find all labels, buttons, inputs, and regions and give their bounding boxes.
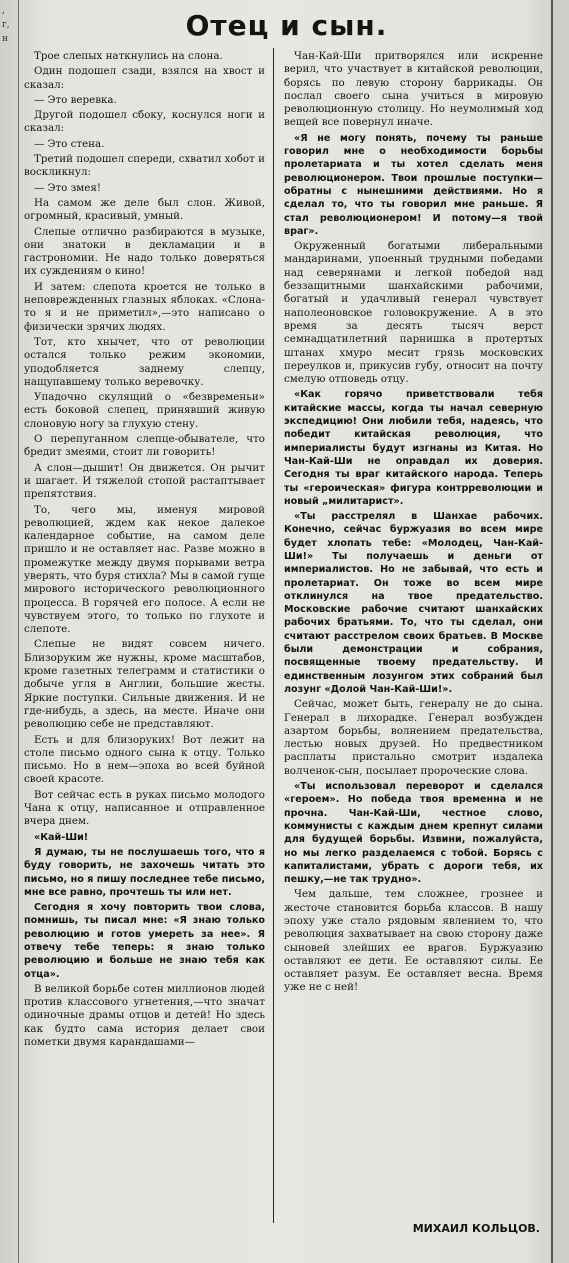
- paragraph: Другой подошел сбоку, коснулся ноги и сказал:: [24, 109, 265, 135]
- paragraph: Слепые не видят совсем ничего. Близоруким же нужны, кроме масштабов, кроме газетных телеграмм и статистики о добыче угля в Англии, большие жесты. Яркие поступки. Сильные движения. И не где-нибудь, а здесь, на месте. Иначе они революцию себе не представляют.: [24, 638, 265, 731]
- paragraph: А слон—дышит! Он движется. Он рычит и шагает. И тяжелой стопой растаптывает препятствия.: [24, 461, 265, 501]
- column-divider: [273, 48, 274, 1223]
- paragraph: Сейчас, может быть, генералу не до сына. Генерал в лихорадке. Генерал возбужден азартом борьбы, волнением предательства, лестью новых друзей. Но предвестником расплаты пристально смотрит издалека волченок-сын, посылает пророческие слова.: [284, 698, 543, 777]
- paragraph: Я думаю, ты не послушаешь того, что я буду говорить, не захочешь читать это письмо, но я пишу последнее тебе письмо, мне все равно, прочтешь ты или нет.: [24, 846, 265, 898]
- paragraph: О перепуганном слепце-обывателе, что бредит змеями, стоит ли говорить!: [24, 433, 265, 459]
- paragraph: Тот, кто хнычет, что от революции остался только режим экономии, уподобляется заднему слепцу, нащупавшему только веревочку.: [24, 335, 265, 388]
- paragraph: Упадочно скулящий о «безвременьи» есть боковой слепец, принявший живую слоновую ногу за глухую стену.: [24, 391, 265, 430]
- paragraph: «Как горячо приветствовали тебя китайские массы, когда ты начал северную экспедицию! Они любили тебя, надеясь, что победит китайская революция, что империалисты будут изгнаны из Китая. Но Чан-Кай-Ши не оправдал их доверия. Сегодня ты враг китайского народа. Теперь ты «героическая» фигура контрреволюции и новый „милитарист».: [284, 389, 543, 507]
- paragraph: Окруженный богатыми либеральными мандаринами, упоенный трудными победами над северянами и легкой победой над беззащитными шанхайскими рабочими, богатый и удачливый генерал чувствует наполеоновское головокружение. А в это время за десять тысяч верст семнадцатилетний парнишка в протертых штанах хмуро месит грязь московских переулков и, прикусив губу, относит на почту смелую отповедь отцу.: [284, 240, 543, 386]
- paragraph: — Это змея!: [34, 181, 101, 194]
- paragraph: Вот сейчас есть в руках письмо молодого Чана к отцу, написанное и отправленное вчера днем.: [24, 788, 265, 828]
- right-page-edge: [551, 0, 569, 1263]
- paragraph: Один подошел сзади, взялся на хвост и сказал:: [24, 65, 265, 91]
- paragraph: На самом же деле был слон. Живой, огромный, красивый, умный.: [24, 196, 265, 223]
- left-page-edge-fragment: , г, н: [0, 0, 19, 1263]
- paragraph: — Это стена.: [34, 137, 105, 150]
- paragraph: «Ты расстрелял в Шанхае рабочих. Конечно, сейчас буржуазия во всем мире будет хлопать тебе: «Молодец, Чан-Кай-Ши!» Ты получаешь и деньги от империалистов. Но не забывай, что есть и пролетариат. Он тоже во всем мире отклинулся на твое предательство. Московские рабочие считают шанхайских рабочих братьями. То, что ты сделал, они считают расстрелом своих братьев. В Москве были демонстрации и собрания, посвященные твоему предательству. И единственным лозунгом этих собраний был лозунг «Долой Чан-Кай-Ши!».: [284, 511, 543, 695]
- right-column: [284, 50, 543, 1255]
- paragraph: Чем дальше, тем сложнее, грознее и жесточе становится борьба классов. В нашу эпоху уже стало рядовым явлением то, что революция захватывает на свою сторону даже сыновей злейших ее врагов. Буржуазию оставляют ее дети. Ее оставляют силы. Ее оставляет разум. Ее оставляет весна. Время уже не с ней!: [284, 888, 543, 994]
- paragraph: Слепые отлично разбираются в музыке, они знатоки в декламации и в гастрономии. Не надо только доверяться их суждениям о кино!: [24, 225, 265, 278]
- paragraph: Третий подошел спереди, схватил хобот и воскликнул:: [24, 153, 265, 179]
- paragraph: Трое слепых наткнулись на слона.: [34, 50, 223, 62]
- paragraph: И затем: слепота кроется не только в неповрежденных глазных яблоках. «Слона-то я и не приметил»,—это написано о физически зрячих людях.: [24, 280, 265, 333]
- paragraph: — Это веревка.: [34, 93, 117, 106]
- author-signature: МИХАИЛ КОЛЬЦОВ.: [412, 1222, 540, 1235]
- left-column: [24, 50, 265, 1235]
- paragraph: «Ты использовал переворот и сделался «героем». Но победа твоя временна и не прочна. Чан-Кай-Ши, честное слово, коммунисты с каждым днем крепнут силами для будущей борьбы. Извини, пожалуйста, но мы легко разделаемся с тобой. Борясь с капиталистами, убрать с дороги тебя, их пешку,—не так трудно».: [284, 781, 543, 886]
- paragraph: То, чего мы, именуя мировой революцией, ждем как некое далекое календарное событие, на самом деле пришло и не оставляет нас. Разве можно в промежутке между двумя порывами ветра уверять, что буря стихла? Мы в самой гуще мирового исторического революционного процесса. В горячей его полосе. А если не чувствуем этого, то только по глухоте и слепоте.: [24, 503, 265, 636]
- paragraph: «Кай-Ши!: [34, 831, 89, 843]
- paragraph: «Я не могу понять, почему ты раньше говорил мне о необходимости борьбы пролетариата и ты хотел сделать меня революционером. Твои прошлые поступки—обратны с нынешними действиями. Но я сделал то, что ты говорил мне раньше. Я стал революционером! И потому—я твой враг».: [284, 132, 543, 237]
- paragraph: Есть и для близоруких! Вот лежит на столе письмо одного сына к отцу. Только письмо. Но в нем—эпоха во всей буйной своей красоте.: [24, 733, 265, 786]
- paragraph: Сегодня я хочу повторить твои слова, помнишь, ты писал мне: «Я знаю только революцию и готов умереть за нее». Я отвечу тебе теперь: я знаю только революцию и больше не знаю тебя как отца».: [24, 902, 265, 980]
- article-title: Отец и сын.: [185, 9, 388, 42]
- paragraph: Чан-Кай-Ши притворялся или искренне верил, что участвует в китайской революции, борясь по левую сторону баррикады. Он послал своего сына учиться в мировую революционную столицу. Но неумолимый ход вещей все повернул иначе.: [284, 50, 543, 129]
- paragraph: В великой борьбе сотен миллионов людей против классового угнетения,—что значат одиночные драмы отцов и детей! Но здесь как будто сама история делает свои пометки двумя карандашами—: [24, 982, 265, 1049]
